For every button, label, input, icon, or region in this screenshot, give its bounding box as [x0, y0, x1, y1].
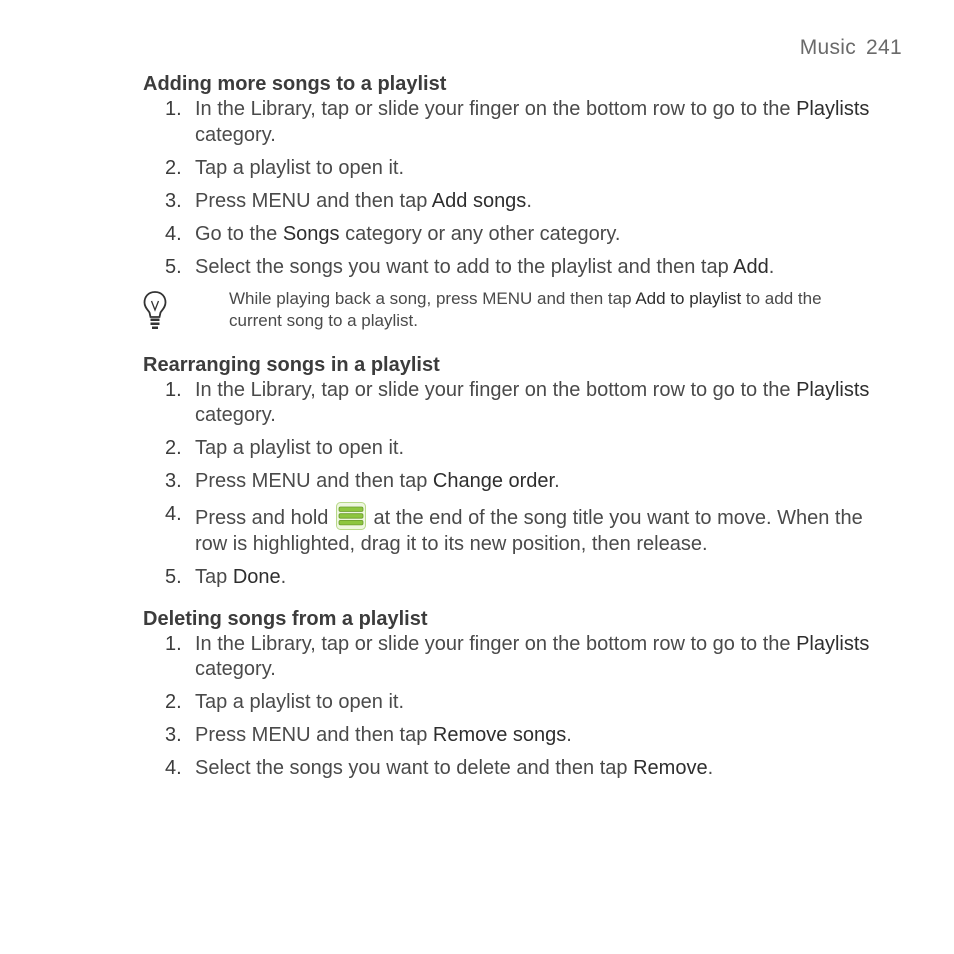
step-text: Tap a playlist to open it.: [195, 437, 405, 459]
step-item: [143, 469, 893, 495]
step-item: [143, 222, 893, 248]
step-emphasis: Remove: [633, 757, 708, 779]
step-text: Go to the: [195, 222, 283, 245]
step-text: Tap: [195, 565, 233, 588]
section-name: Music: [799, 36, 857, 59]
step-emphasis: Add: [733, 255, 769, 278]
step-item: [143, 756, 893, 782]
step-number: 4.: [165, 757, 182, 779]
step-text: Tap a playlist to open it.: [195, 156, 405, 179]
step-text: Press MENU and then tap: [195, 724, 433, 746]
step-text: Press and hold: [195, 507, 334, 529]
step-emphasis: Songs: [282, 222, 340, 245]
step-number: 2.: [165, 156, 182, 179]
step-number: 3.: [165, 470, 182, 492]
lightbulb-icon: [143, 290, 167, 330]
step-number: 5.: [165, 255, 182, 278]
step-item: [143, 723, 893, 749]
step-text: category.: [195, 658, 276, 680]
step-emphasis: Playlists: [796, 632, 870, 655]
step-number: 1.: [165, 632, 182, 655]
step-text: Tap a playlist to open it.: [195, 691, 405, 713]
step-emphasis: Playlists: [796, 98, 870, 120]
step-item: [143, 189, 893, 215]
step-item: [143, 97, 893, 148]
step-item: [143, 565, 893, 591]
step-number: 1.: [165, 98, 182, 120]
page-number: 241: [866, 36, 902, 59]
step-number: 2.: [165, 437, 182, 459]
step-number: 3.: [165, 189, 182, 212]
tip-text-part: to add the current song to a playlist.: [229, 288, 822, 330]
steps-list: [143, 378, 893, 591]
step-item: [143, 690, 893, 716]
step-text: .: [554, 470, 560, 492]
step-text: at the end of the song title you want to move. When the row is highlighted, drag it to its new position, then release.: [195, 507, 863, 555]
step-text: category.: [195, 404, 276, 426]
step-text: .: [526, 189, 532, 212]
step-emphasis: Remove songs: [432, 724, 567, 746]
step-number: 4.: [165, 222, 182, 245]
tip-emphasis: Add to playlist: [635, 288, 742, 308]
step-item: [143, 255, 893, 281]
step-emphasis: Add songs: [431, 189, 527, 212]
section-title: Adding more songs to a playlist: [143, 73, 447, 95]
steps-list: [143, 632, 893, 782]
steps-list: [143, 97, 893, 280]
step-item: [143, 502, 893, 557]
step-emphasis: Change order: [432, 470, 555, 492]
step-item: [143, 378, 893, 429]
step-text: In the Library, tap or slide your finger on the bottom row to go to the: [195, 632, 797, 655]
tip-text: [229, 288, 869, 332]
step-text: category.: [195, 123, 276, 146]
step-text: .: [280, 565, 287, 588]
tip-box: [143, 288, 893, 346]
step-text: In the Library, tap or slide your finger on the bottom row to go to the: [195, 98, 797, 120]
step-text: .: [566, 724, 572, 746]
step-text: Press MENU and then tap: [195, 189, 432, 212]
section-title: Deleting songs from a playlist: [143, 607, 428, 630]
step-number: 2.: [165, 691, 182, 713]
page-content: [143, 71, 893, 789]
step-number: 3.: [165, 724, 182, 746]
step-number: 4.: [165, 503, 182, 525]
step-text: Select the songs you want to add to the playlist and then tap: [195, 255, 734, 278]
drag-handle-icon: [336, 502, 366, 530]
step-item: [143, 156, 893, 182]
section-title: Rearranging songs in a playlist: [143, 353, 440, 376]
step-text: Press MENU and then tap: [195, 470, 433, 492]
tip-text-part: While playing back a song, press MENU and then tap: [229, 288, 636, 308]
step-emphasis: Done: [232, 565, 281, 588]
step-emphasis: Playlists: [796, 378, 870, 401]
step-number: 1.: [165, 378, 182, 401]
step-text: In the Library, tap or slide your finger on the bottom row to go to the: [195, 378, 797, 401]
page-header: [800, 36, 902, 60]
step-text: category or any other category.: [339, 222, 621, 245]
step-text: .: [707, 757, 714, 779]
step-item: [143, 436, 893, 462]
step-text: Select the songs you want to delete and then tap: [195, 757, 634, 779]
step-number: 5.: [165, 565, 182, 588]
step-item: [143, 632, 893, 683]
step-text: .: [768, 255, 775, 278]
